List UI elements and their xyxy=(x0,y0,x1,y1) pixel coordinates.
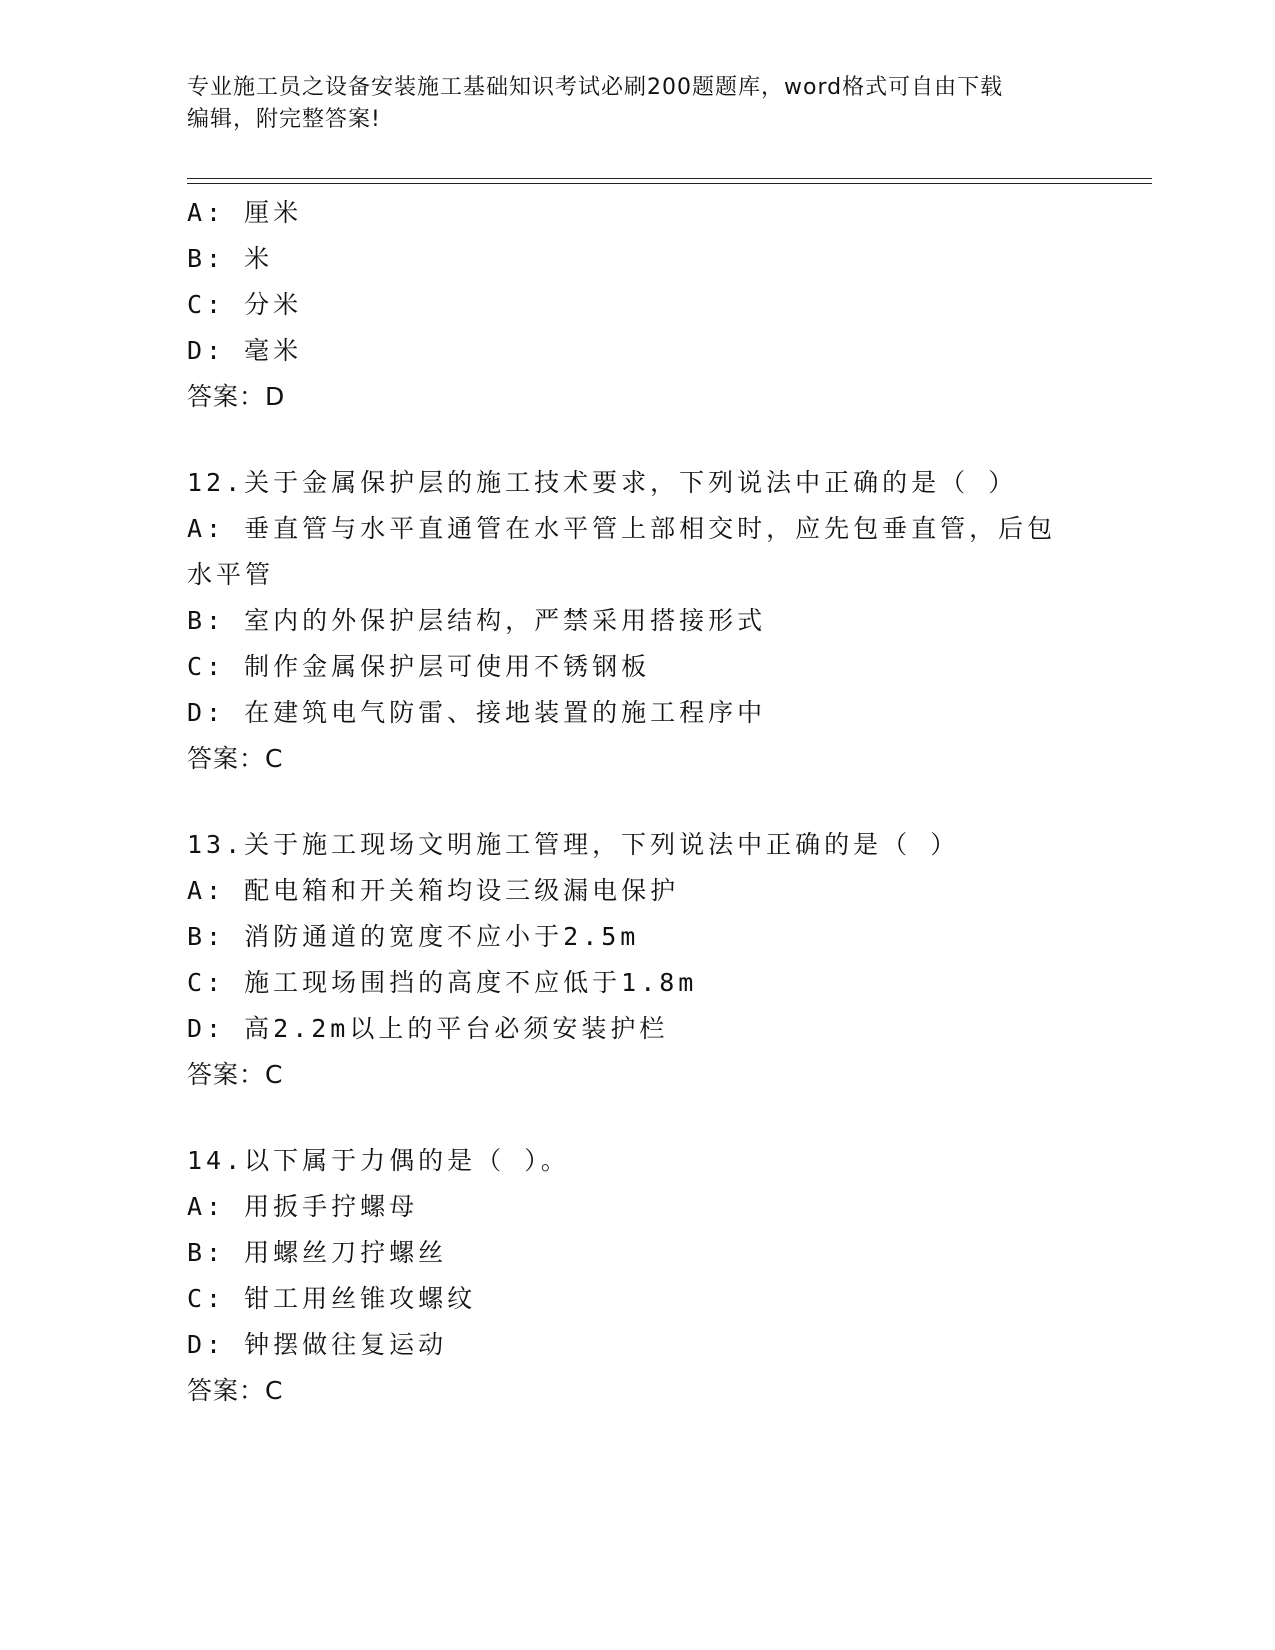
answer-line: 答案：C xyxy=(187,1376,284,1405)
option-b: B: 室内的外保护层结构，严禁采用搭接形式 xyxy=(187,606,767,635)
option-d: D: 在建筑电气防雷、接地装置的施工程序中 xyxy=(187,698,767,727)
question-stem: 14.以下属于力偶的是（ ）。 xyxy=(187,1146,570,1175)
question-block-11 xyxy=(187,190,1077,420)
option-b: B: 消防通道的宽度不应小于2.5m xyxy=(187,922,640,951)
option-a: A: 配电箱和开关箱均设三级漏电保护 xyxy=(187,876,680,905)
question-stem: 12.关于金属保护层的施工技术要求，下列说法中正确的是（ ） xyxy=(187,468,1018,497)
header-line-1: 专业施工员之设备安装施工基础知识考试必刷200题题库，word格式可自由下载 xyxy=(187,75,1004,100)
answer-line: 答案：C xyxy=(187,1060,284,1089)
answer-line: 答案：C xyxy=(187,744,284,773)
option-b: B: 用螺丝刀拧螺丝 xyxy=(187,1238,448,1267)
option-a: A: 垂直管与水平直通管在水平管上部相交时，应先包垂直管，后包水平管 xyxy=(187,514,1057,589)
option-a: A: 厘米 xyxy=(187,198,303,227)
header-line-2: 编辑，附完整答案! xyxy=(187,107,381,132)
option-c: C: 施工现场围挡的高度不应低于1.8m xyxy=(187,968,698,997)
question-block-12 xyxy=(187,460,1077,782)
document-body xyxy=(187,190,1077,1414)
question-stem: 13.关于施工现场文明施工管理，下列说法中正确的是（ ） xyxy=(187,830,960,859)
option-d: D: 高2.2m以上的平台必须安装护栏 xyxy=(187,1014,669,1043)
question-block-14 xyxy=(187,1138,1077,1414)
option-d: D: 钟摆做往复运动 xyxy=(187,1330,448,1359)
option-a: A: 用扳手拧螺母 xyxy=(187,1192,419,1221)
question-block-13 xyxy=(187,822,1077,1098)
option-b: B: 米 xyxy=(187,244,274,273)
option-c: C: 制作金属保护层可使用不锈钢板 xyxy=(187,652,651,681)
document-header xyxy=(187,72,1067,136)
answer-line: 答案：D xyxy=(187,382,286,411)
header-rule-bottom xyxy=(187,183,1152,184)
option-c: C: 钳工用丝锥攻螺纹 xyxy=(187,1284,477,1313)
header-rule-top xyxy=(187,178,1152,179)
option-c: C: 分米 xyxy=(187,290,303,319)
option-d: D: 毫米 xyxy=(187,336,303,365)
